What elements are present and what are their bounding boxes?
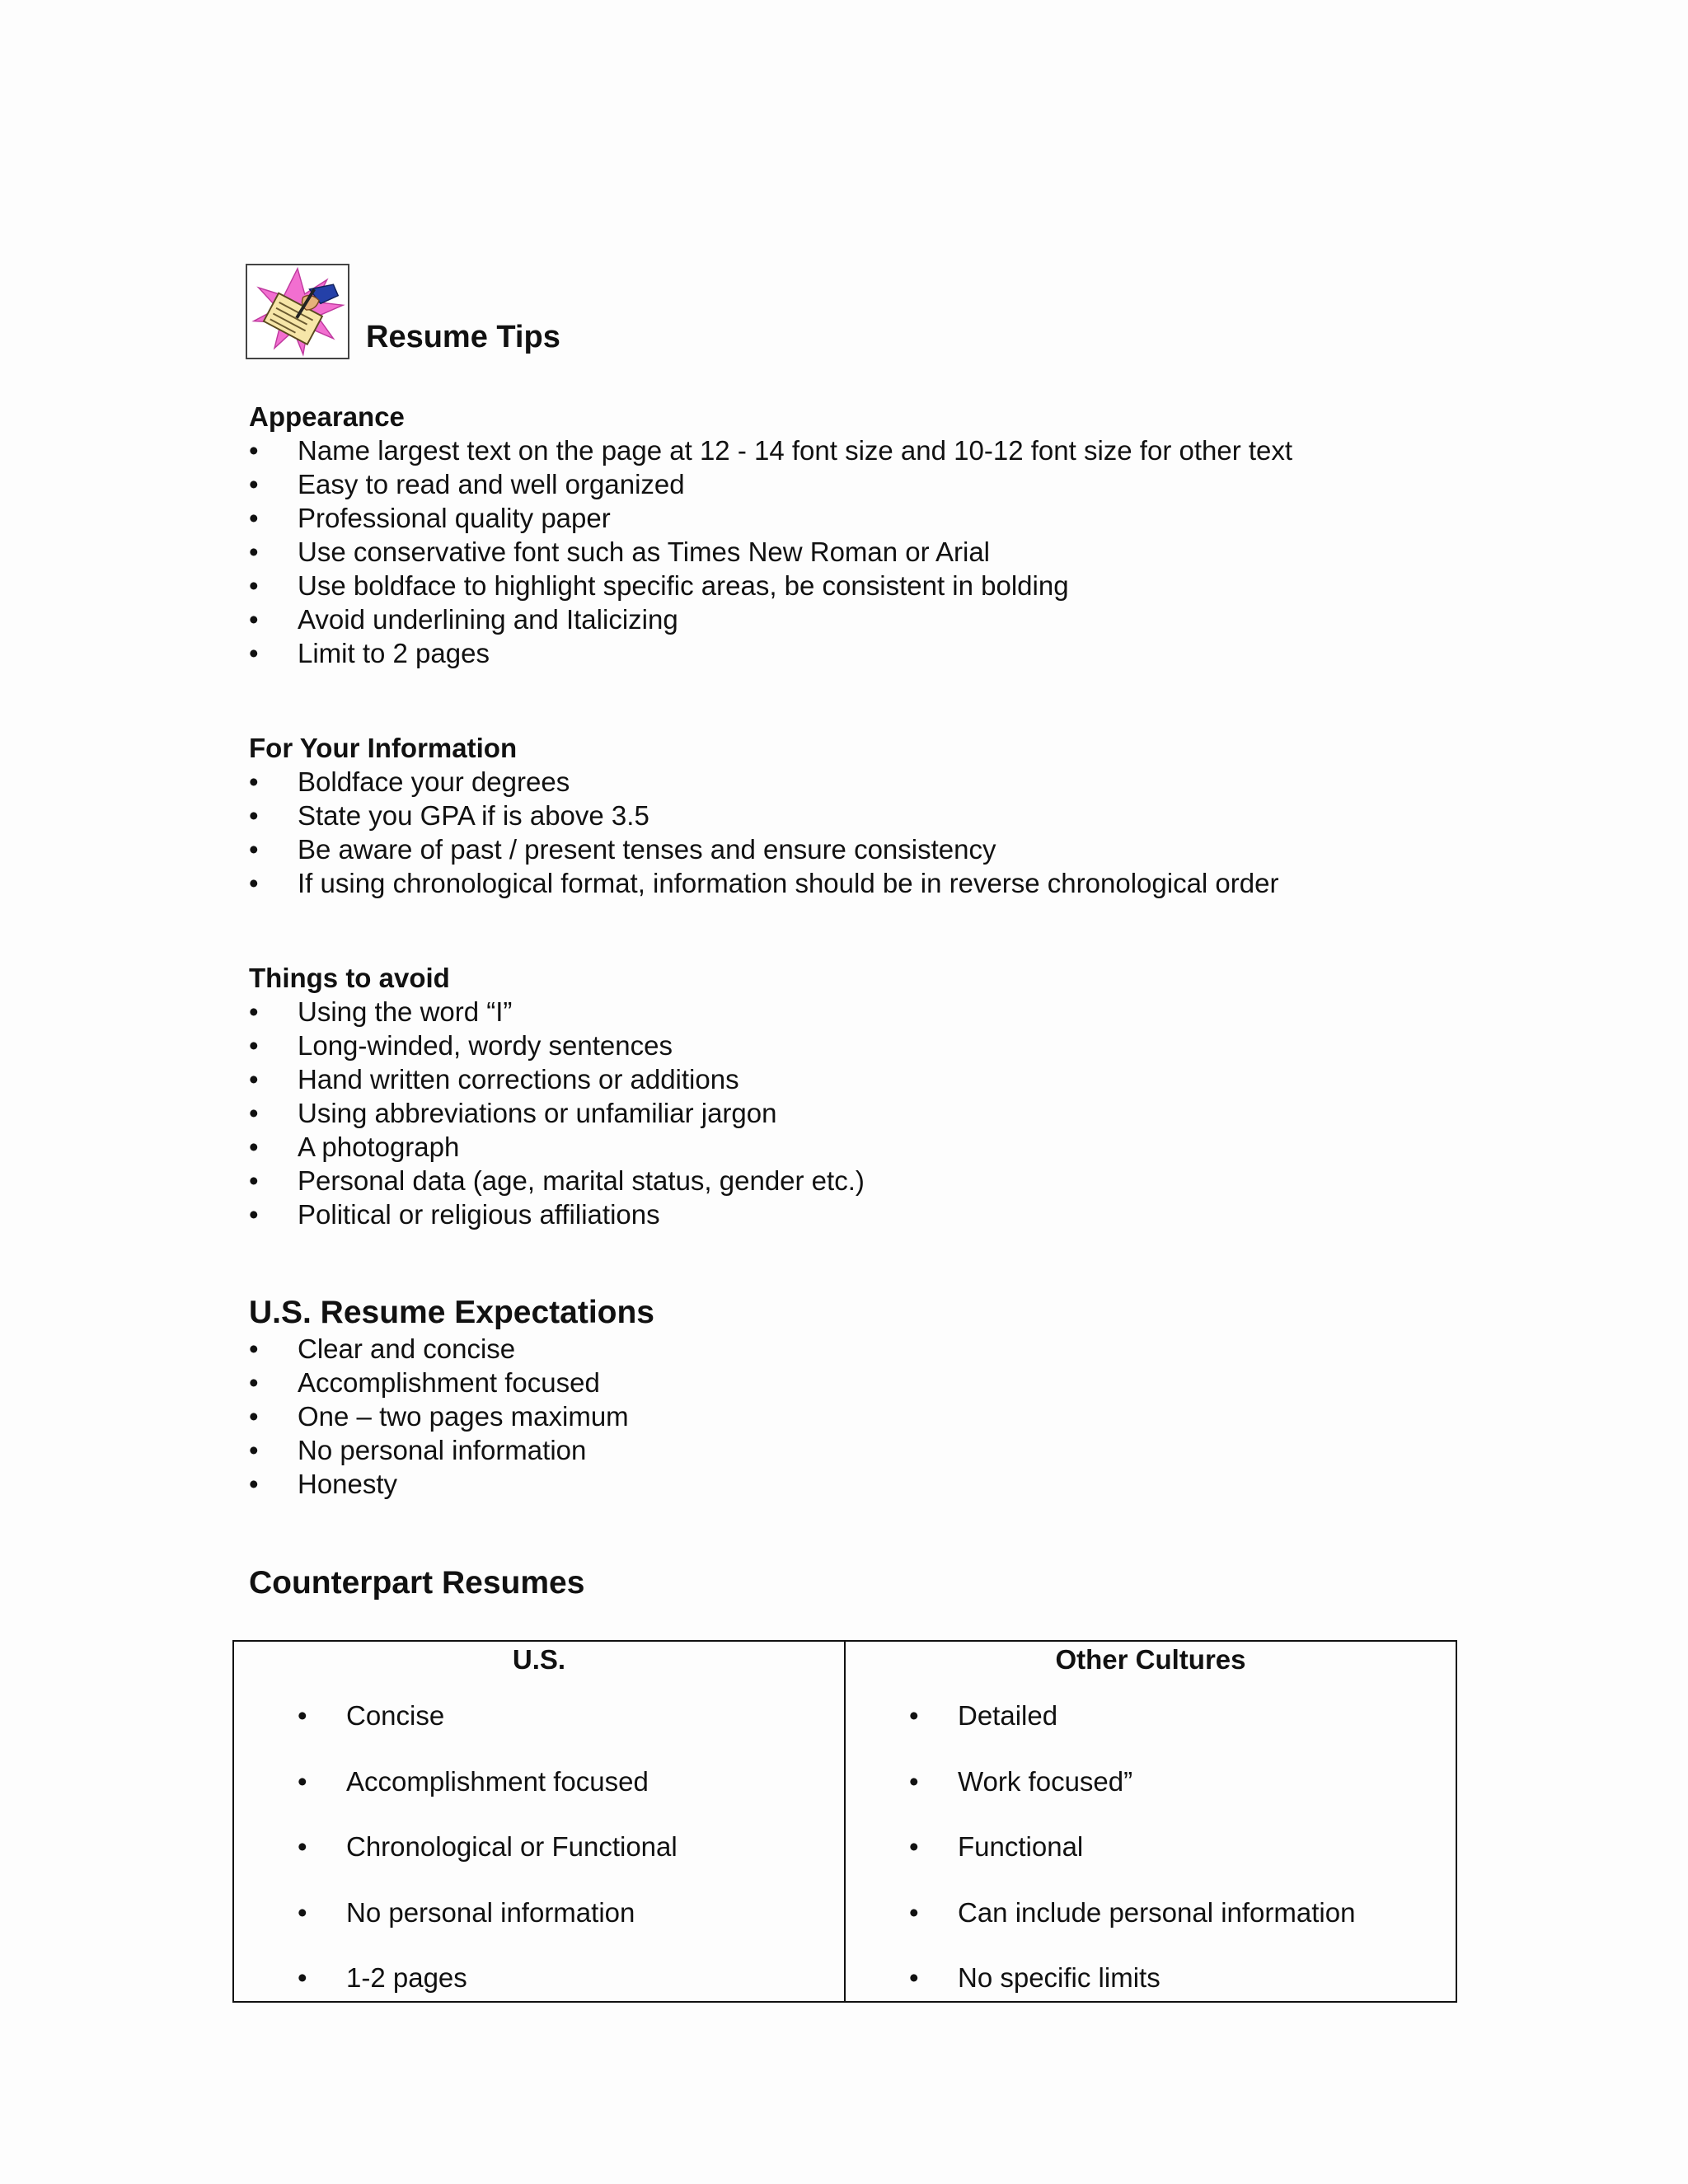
table-cell-item: • Concise [298,1700,445,1731]
bullet-icon: • [909,1700,919,1731]
counterpart-table [232,1640,1457,2003]
bullet-icon: • [249,469,259,499]
list-item: • Hand written corrections or additions [249,1064,739,1094]
bullet-icon: • [298,1831,307,1862]
bullet-icon: • [249,638,259,668]
bullet-icon: • [298,1896,307,1928]
table-cell-item: • 1-2 pages [298,1962,467,1993]
table-cell-item: • No specific limits [909,1962,1160,1993]
fyi-section [249,731,1485,900]
counterpart-heading: Counterpart Resumes [249,1565,585,1601]
us-expectations-heading: U.S. Resume Expectations [249,1295,654,1330]
bullet-icon: • [298,1700,307,1731]
list-item: • No personal information [249,1435,587,1465]
avoid-section [249,961,1485,1231]
bullet-icon: • [249,1165,259,1196]
list-item: • One – two pages maximum [249,1401,629,1432]
bullet-icon: • [249,1469,259,1499]
table-cell-item: • Work focused” [909,1765,1133,1797]
table-column-list [909,1699,1355,2027]
list-item: • Boldface your degrees [249,766,570,797]
bullet-icon: • [249,766,259,797]
bullet-icon: • [249,1064,259,1094]
bullet-icon: • [249,1333,259,1364]
appearance-list [249,434,1485,670]
us-expectations-section [249,1294,1485,1501]
list-item: • If using chronological format, information should be in reverse chronological order [249,868,1279,898]
bullet-icon: • [249,1401,259,1432]
list-item: • Clear and concise [249,1333,516,1364]
table-column-list [298,1699,678,2027]
fyi-heading: For Your Information [249,733,518,763]
bullet-icon: • [249,1132,259,1162]
bullet-icon: • [249,570,259,601]
bullet-icon: • [249,800,259,831]
bullet-icon: • [249,834,259,865]
bullet-icon: • [249,996,259,1027]
bullet-icon: • [249,1367,259,1398]
bullet-icon: • [909,1896,919,1928]
bullet-icon: • [249,435,259,466]
bullet-icon: • [909,1962,919,1993]
list-item: • Name largest text on the page at 12 - 14 font size and 10-12 font size for other text [249,435,1293,466]
bullet-icon: • [249,868,259,898]
list-item: • Professional quality paper [249,503,611,533]
bullet-icon: • [249,503,259,533]
list-item: • Using the word “I” [249,996,513,1027]
list-item: • Accomplishment focused [249,1367,600,1398]
bullet-icon: • [249,1030,259,1061]
table-column-other-cultures [844,1642,1456,2001]
list-item: • Personal data (age, marital status, gender etc.) [249,1165,865,1196]
list-item: • Honesty [249,1469,398,1499]
table-cell-item: • No personal information [298,1896,635,1928]
list-item: • Political or religious affiliations [249,1199,660,1230]
table-cell-item: • Accomplishment focused [298,1765,649,1797]
table-column-header: U.S. [512,1644,566,1675]
bullet-icon: • [909,1831,919,1862]
bullet-icon: • [249,604,259,635]
avoid-list [249,995,1485,1231]
us-expectations-list [249,1332,1485,1501]
bullet-icon: • [298,1765,307,1797]
appearance-heading: Appearance [249,401,405,432]
list-item: • Easy to read and well organized [249,469,685,499]
list-item: • Use conservative font such as Times New Roman or Arial [249,537,991,567]
table-cell-item: • Chronological or Functional [298,1831,678,1862]
table-cell-item: • Can include personal information [909,1896,1356,1928]
list-item: • Long-winded, wordy sentences [249,1030,673,1061]
bullet-icon: • [909,1765,919,1797]
bullet-icon: • [298,1962,307,1993]
list-item: • Avoid underlining and Italicizing [249,604,678,635]
list-item: • State you GPA if is above 3.5 [249,800,649,831]
bullet-icon: • [249,1098,259,1128]
bullet-icon: • [249,1199,259,1230]
list-item: • Use boldface to highlight specific areas, be consistent in bolding [249,570,1069,601]
table-cell-item: • Detailed [909,1700,1058,1731]
appearance-section [249,400,1485,670]
table-cell-item: • Functional [909,1831,1084,1862]
list-item: • Using abbreviations or unfamiliar jargon [249,1098,777,1128]
list-item: • Limit to 2 pages [249,638,490,668]
table-column-header: Other Cultures [1055,1644,1246,1675]
bullet-icon: • [249,537,259,567]
bullet-icon: • [249,1435,259,1465]
list-item: • Be aware of past / present tenses and ensure consistency [249,834,996,865]
fyi-list [249,765,1485,900]
page-title: Resume Tips [366,320,560,354]
counterpart-section [249,1564,1485,1602]
list-item: • A photograph [249,1132,460,1162]
resume-writing-clipart-icon [246,264,349,359]
avoid-heading: Things to avoid [249,963,450,993]
table-column-us [234,1642,844,2001]
